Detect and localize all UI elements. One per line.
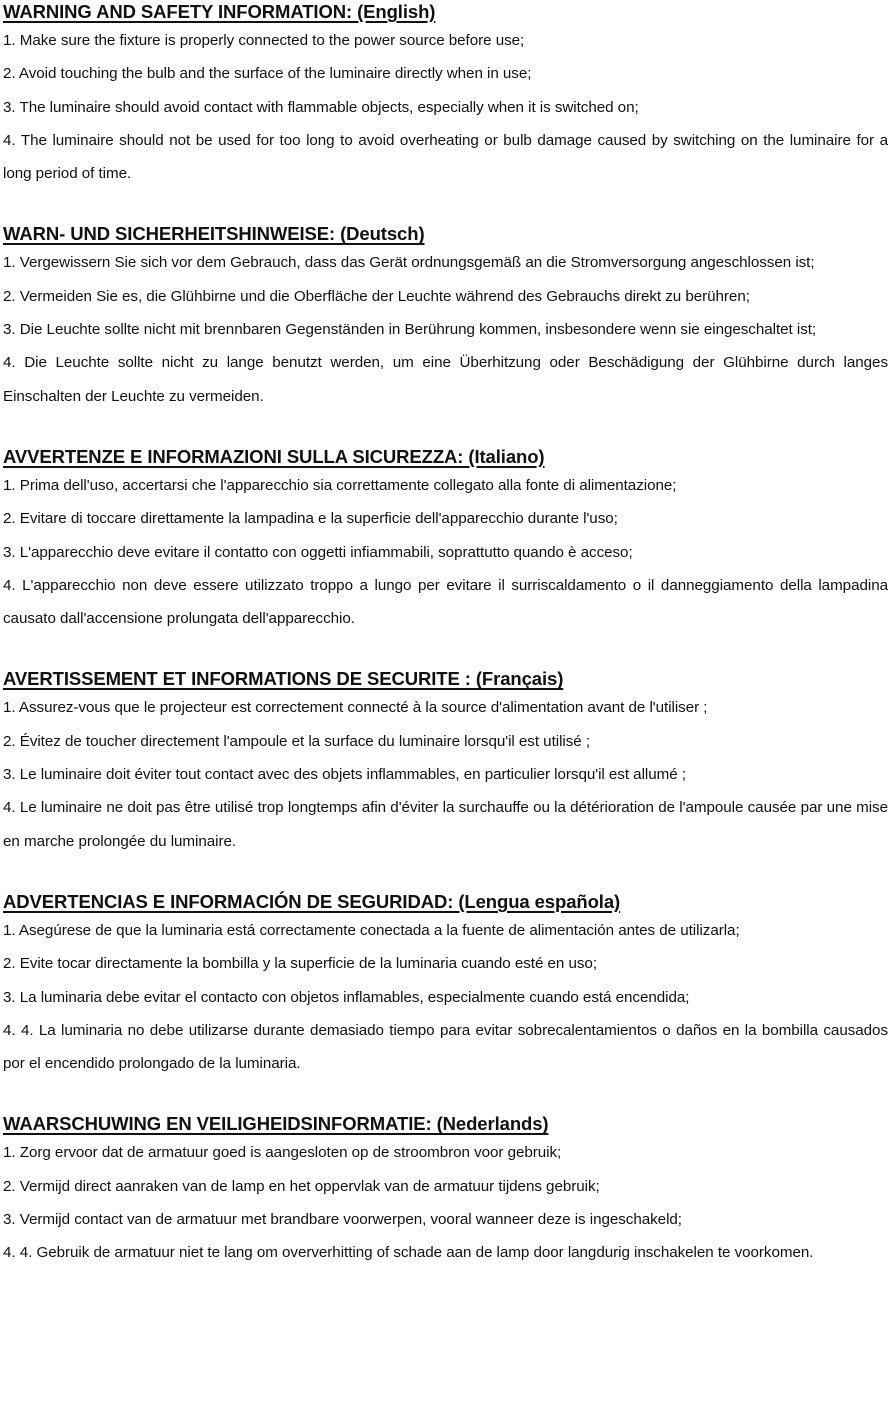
instruction-item: 3. Vermijd contact van de armatuur met brandbare voorwerpen, vooral wanneer deze is ingeschakeld; xyxy=(3,1211,682,1229)
instruction-item: 1. Assurez-vous que le projecteur est correctement connecté à la source d'alimentation avant de l'utiliser ; xyxy=(3,699,708,717)
instruction-item: 2. Vermeiden Sie es, die Glühbirne und die Oberfläche der Leuchte während des Gebrauchs direkt zu berühren; xyxy=(3,287,750,305)
section-italian xyxy=(3,445,888,635)
instruction-item: 4. Die Leuchte sollte nicht zu lange benutzt werden, um eine Überhitzung oder Beschädigung der Glühbirne durch langes Einschalten der Leuchte zu vermeiden. xyxy=(3,354,888,405)
instruction-item: 2. Evitare di toccare direttamente la lampadina e la superficie dell'apparecchio durante l'uso; xyxy=(3,510,618,528)
instruction-item: 3. Le luminaire doit éviter tout contact avec des objets inflammables, en particulier lorsqu'il est allumé ; xyxy=(3,766,686,784)
section-german xyxy=(3,222,888,412)
instruction-list xyxy=(3,246,888,412)
instruction-item: 1. Prima dell'uso, accertarsi che l'apparecchio sia correttamente collegato alla fonte di alimentazione; xyxy=(3,476,677,494)
instruction-item: 4. 4. La luminaria no debe utilizarse durante demasiado tiempo para evitar sobrecalentamientos o daños en la bombilla causados por el encendido prolongado de la luminaria. xyxy=(3,1021,888,1073)
section-french xyxy=(3,667,888,857)
instruction-list xyxy=(3,469,888,635)
instruction-item: 3. L'apparecchio deve evitare il contatto con oggetti infiammabili, soprattutto quando è acceso; xyxy=(3,543,633,561)
instruction-list xyxy=(3,1136,888,1269)
instruction-item: 2. Vermijd direct aanraken van de lamp en het oppervlak van de armatuur tijdens gebruik; xyxy=(3,1177,600,1195)
instruction-item: 1. Vergewissern Sie sich vor dem Gebrauch, dass das Gerät ordnungsgemäß an die Stromversorgung angeschlossen ist; xyxy=(3,254,815,272)
section-heading: ADVERTENCIAS E INFORMACIÓN DE SEGURIDAD: (Lengua española) xyxy=(3,890,621,912)
instruction-item: 1. Zorg ervoor dat de armatuur goed is aangesloten op de stroombron voor gebruik; xyxy=(3,1144,562,1162)
instruction-item: 3. La luminaria debe evitar el contacto con objetos inflamables, especialmente cuando está encendida; xyxy=(3,988,690,1006)
instruction-item: 2. Avoid touching the bulb and the surface of the luminaire directly when in use; xyxy=(3,65,532,83)
instruction-list xyxy=(3,691,888,857)
instruction-item: 2. Évitez de toucher directement l'ampoule et la surface du luminaire lorsqu'il est utilisé ; xyxy=(3,732,591,750)
instruction-item: 3. The luminaire should avoid contact with flammable objects, especially when it is switched on; xyxy=(3,98,639,116)
section-spanish xyxy=(3,890,888,1080)
instruction-item: 4. 4. Gebruik de armatuur niet te lang om oververhitting of schade aan de lamp door langdurig inschakelen te voorkomen. xyxy=(3,1244,814,1262)
section-dutch xyxy=(3,1112,888,1269)
instruction-item: 2. Evite tocar directamente la bombilla y la superficie de la luminaria cuando esté en uso; xyxy=(3,955,597,973)
section-english xyxy=(3,0,888,190)
section-heading: WARNING AND SAFETY INFORMATION: (English) xyxy=(3,1,436,22)
instruction-item: 4. L'apparecchio non deve essere utilizzato troppo a lungo per evitare il surriscaldamento o il danneggiamento della lampadina causato dall'accensione prolungata dell'apparecchio. xyxy=(3,576,888,628)
instruction-item: 3. Die Leuchte sollte nicht mit brennbaren Gegenständen in Berührung kommen, insbesondere wenn sie eingeschaltet ist; xyxy=(3,321,817,339)
instruction-item: 4. Le luminaire ne doit pas être utilisé trop longtemps afin d'éviter la surchauffe ou la détérioration de l'ampoule causée par une mise en marche prolongée du luminaire. xyxy=(3,799,888,850)
instruction-item: 4. The luminaire should not be used for too long to avoid overheating or bulb damage caused by switching on the luminaire for a long period of time. xyxy=(3,131,888,183)
instruction-list xyxy=(3,914,888,1080)
section-heading: WAARSCHUWING EN VEILIGHEIDSINFORMATIE: (Nederlands) xyxy=(3,1113,549,1135)
instruction-item: 1. Make sure the fixture is properly connected to the power source before use; xyxy=(3,32,525,49)
instruction-item: 1. Asegúrese de que la luminaria está correctamente conectada a la fuente de alimentación antes de utilizarla; xyxy=(3,921,740,939)
instruction-list xyxy=(3,24,888,190)
section-heading: WARN- UND SICHERHEITSHINWEISE: (Deutsch) xyxy=(3,223,425,245)
section-heading: AVERTISSEMENT ET INFORMATIONS DE SECURITE : (Français) xyxy=(3,668,564,690)
section-heading: AVVERTENZE E INFORMAZIONI SULLA SICUREZZA: (Italiano) xyxy=(3,445,545,467)
